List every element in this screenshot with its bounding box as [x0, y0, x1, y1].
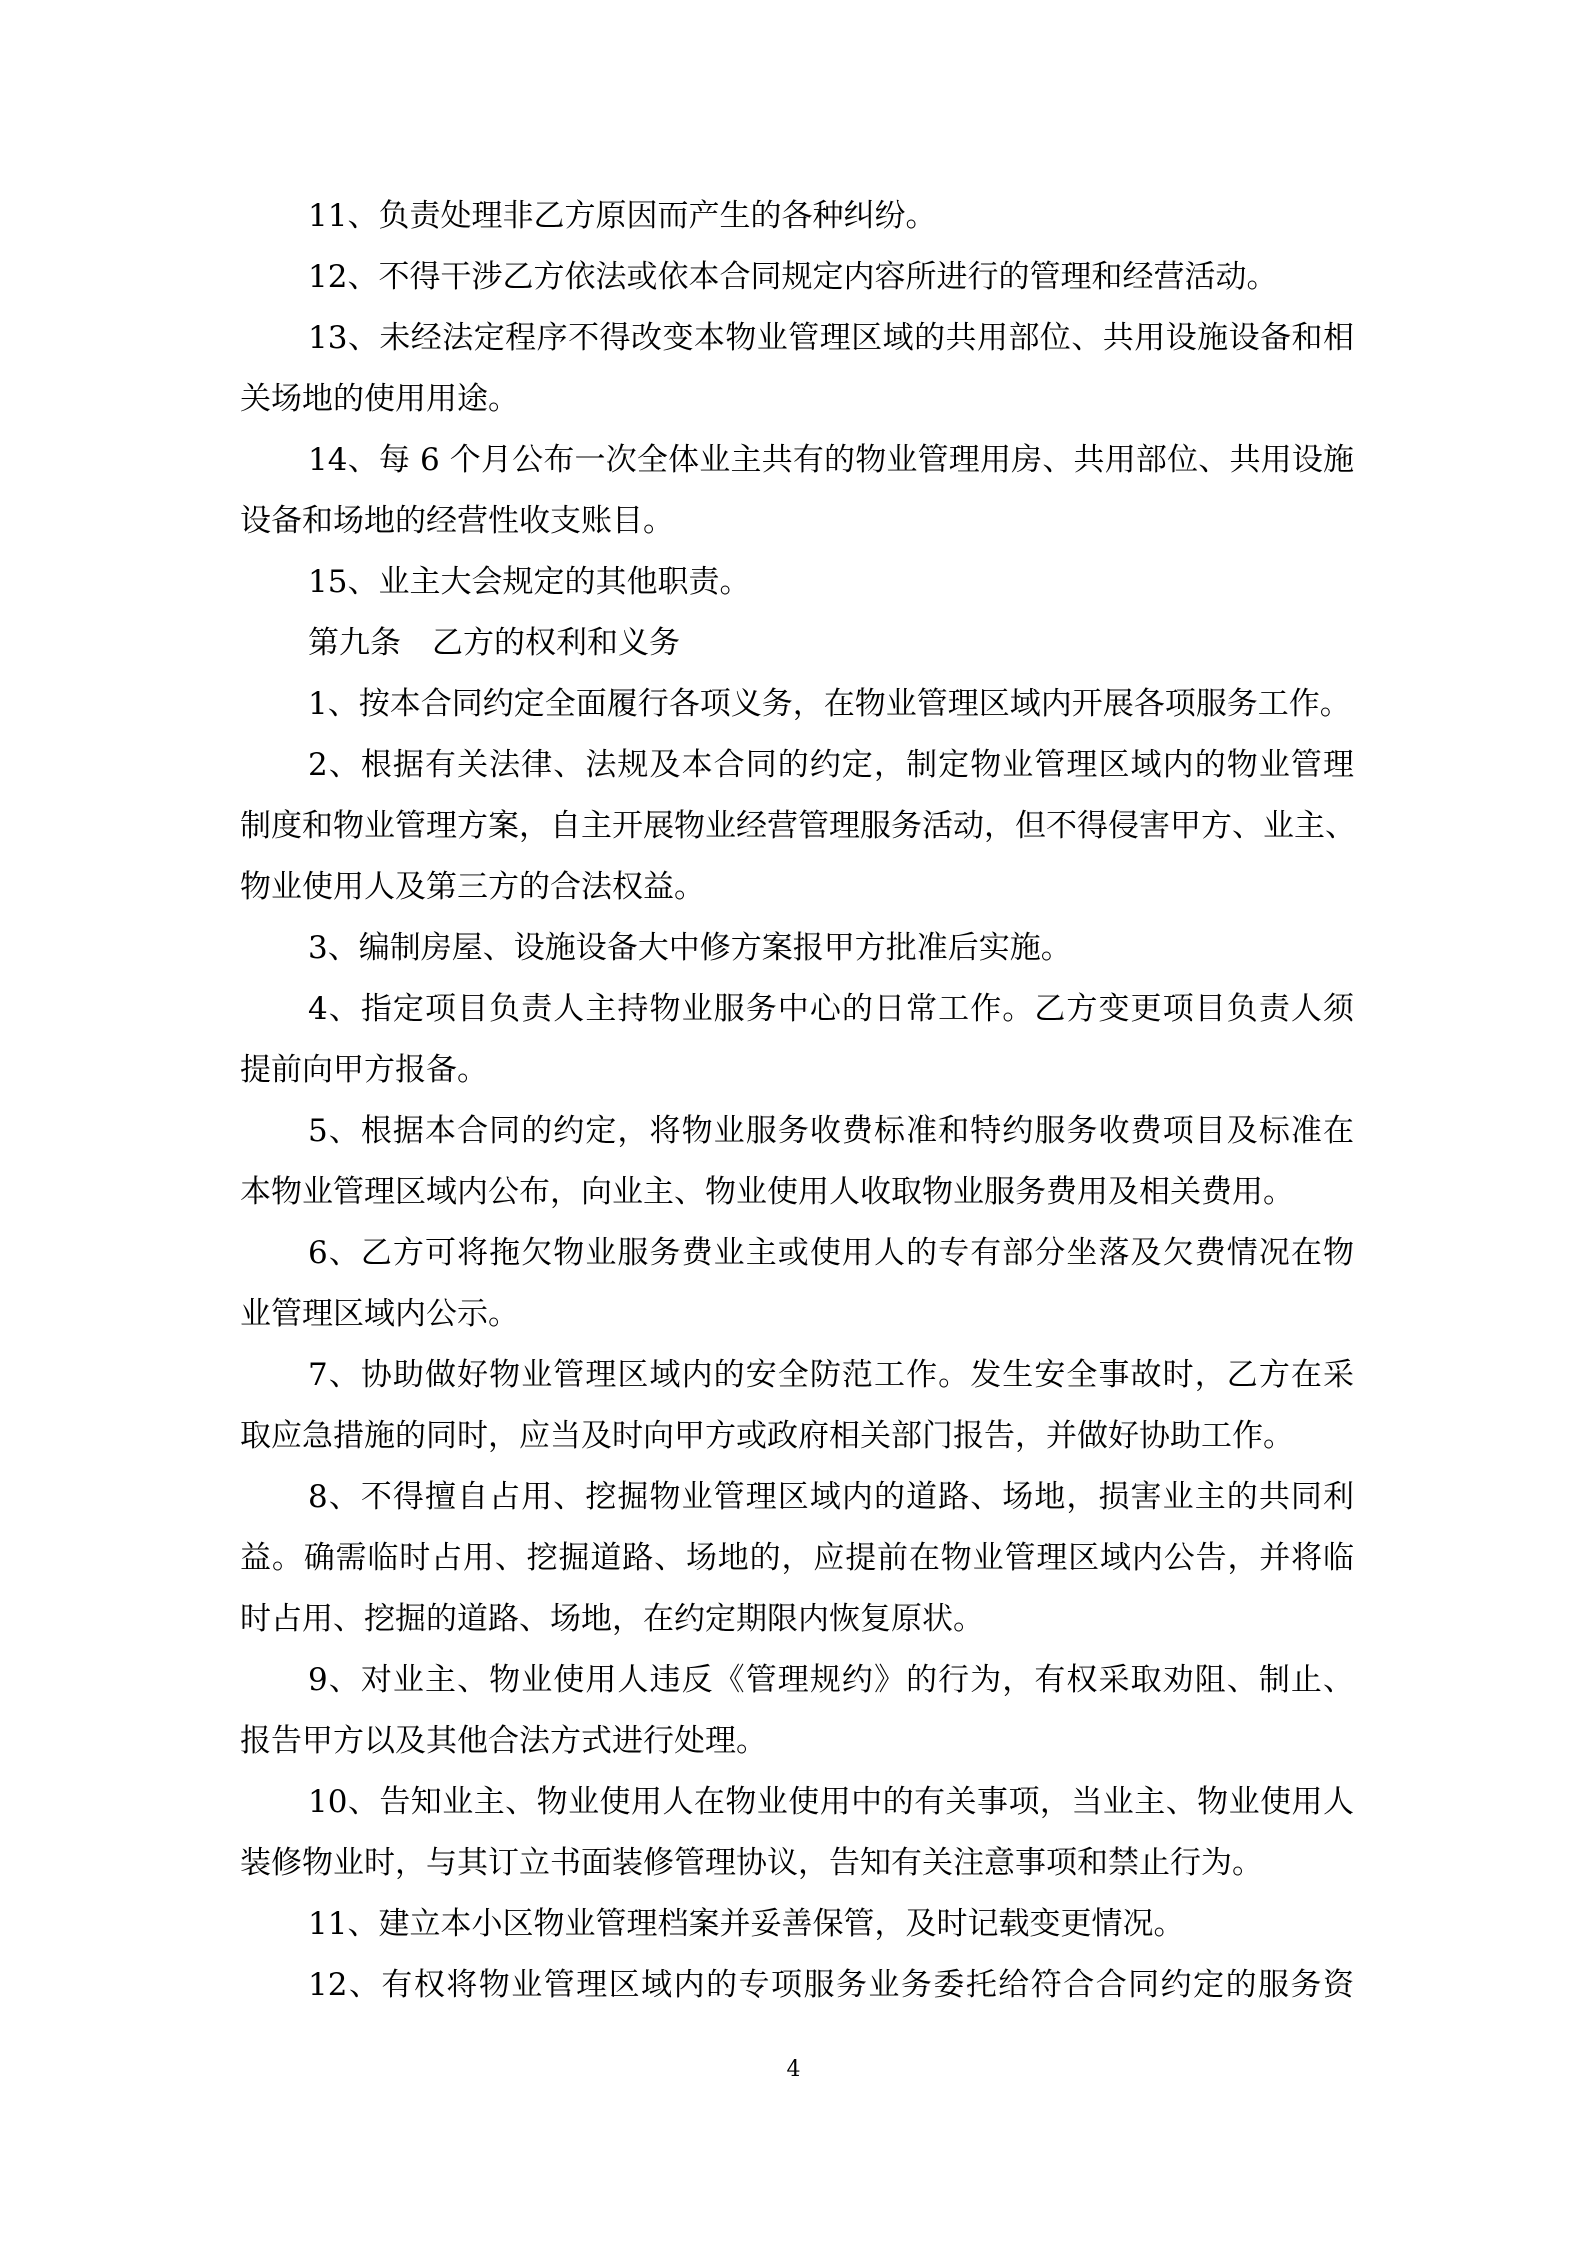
text-line: 11、负责处理非乙方原因而产生的各种纠纷。: [308, 198, 937, 234]
text-line: 13、未经法定程序不得改变本物业管理区域的共用部位、共用设施设备和相: [308, 320, 1354, 356]
text-line: 益。确需临时占用、挖掘道路、场地的，应提前在物业管理区域内公告，并将临: [240, 1540, 1354, 1576]
paragraph: [240, 247, 1354, 308]
paragraph: [240, 1101, 1354, 1223]
text-line: 业管理区域内公示。: [240, 1296, 519, 1332]
paragraph: [240, 1955, 1354, 2016]
text-line: 时占用、挖掘的道路、场地，在约定期限内恢复原状。: [240, 1601, 984, 1637]
text-line: 15、业主大会规定的其他职责。: [308, 564, 751, 600]
paragraph: [240, 1345, 1354, 1467]
paragraph: [240, 1650, 1354, 1772]
paragraph: [240, 979, 1354, 1101]
paragraph: [240, 1223, 1354, 1345]
paragraph: [240, 552, 1354, 613]
text-line: 提前向甲方报备。: [240, 1052, 488, 1088]
text-line: 9、对业主、物业使用人违反《管理规约》的行为，有权采取劝阻、制止、: [308, 1662, 1354, 1698]
paragraph: [240, 1772, 1354, 1894]
text-line: 7、协助做好物业管理区域内的安全防范工作。发生安全事故时，乙方在采: [308, 1357, 1354, 1393]
paragraph: [240, 430, 1354, 552]
text-line: 8、不得擅自占用、挖掘物业管理区域内的道路、场地，损害业主的共同利: [308, 1479, 1354, 1515]
text-line: 10、告知业主、物业使用人在物业使用中的有关事项，当业主、物业使用人: [308, 1784, 1354, 1820]
paragraph: [240, 674, 1354, 735]
paragraph: [240, 186, 1354, 247]
page-number: 4: [786, 2057, 801, 2082]
text-line: 12、不得干涉乙方依法或依本合同规定内容所进行的管理和经营活动。: [308, 259, 1278, 295]
paragraph: [240, 613, 1354, 674]
text-line: 11、建立本小区物业管理档案并妥善保管，及时记载变更情况。: [308, 1906, 1185, 1942]
text-line: 第九条 乙方的权利和义务: [308, 625, 680, 661]
text-line: 4、指定项目负责人主持物业服务中心的日常工作。乙方变更项目负责人须: [308, 991, 1354, 1027]
text-line: 3、编制房屋、设施设备大中修方案报甲方批准后实施。: [308, 930, 1072, 966]
paragraph: [240, 918, 1354, 979]
paragraph: [240, 1467, 1354, 1650]
paragraph: [240, 308, 1354, 430]
text-line: 5、根据本合同的约定，将物业服务收费标准和特约服务收费项目及标准在: [308, 1113, 1354, 1149]
text-line: 报告甲方以及其他合法方式进行处理。: [240, 1723, 767, 1759]
paragraph: [240, 1894, 1354, 1955]
text-line: 制度和物业管理方案，自主开展物业经营管理服务活动，但不得侵害甲方、业主、: [240, 808, 1356, 844]
paragraph: [240, 735, 1354, 918]
text-line: 物业使用人及第三方的合法权益。: [240, 869, 705, 905]
text-line: 装修物业时，与其订立书面装修管理协议，告知有关注意事项和禁止行为。: [240, 1845, 1263, 1881]
text-line: 1、按本合同约定全面履行各项义务，在物业管理区域内开展各项服务工作。: [308, 686, 1351, 722]
body-text: [240, 186, 1354, 2016]
text-line: 取应急措施的同时，应当及时向甲方或政府相关部门报告，并做好协助工作。: [240, 1418, 1294, 1454]
text-line: 14、每 6 个月公布一次全体业主共有的物业管理用房、共用部位、共用设施: [308, 442, 1354, 478]
text-line: 关场地的使用用途。: [240, 381, 519, 417]
text-line: 设备和场地的经营性收支账目。: [240, 503, 674, 539]
text-line: 本物业管理区域内公布，向业主、物业使用人收取物业服务费用及相关费用。: [240, 1174, 1294, 1210]
text-line: 6、乙方可将拖欠物业服务费业主或使用人的专有部分坐落及欠费情况在物: [308, 1235, 1354, 1271]
text-line: 12、有权将物业管理区域内的专项服务业务委托给符合合同约定的服务资: [308, 1967, 1354, 2003]
text-line: 2、根据有关法律、法规及本合同的约定，制定物业管理区域内的物业管理: [308, 747, 1354, 783]
